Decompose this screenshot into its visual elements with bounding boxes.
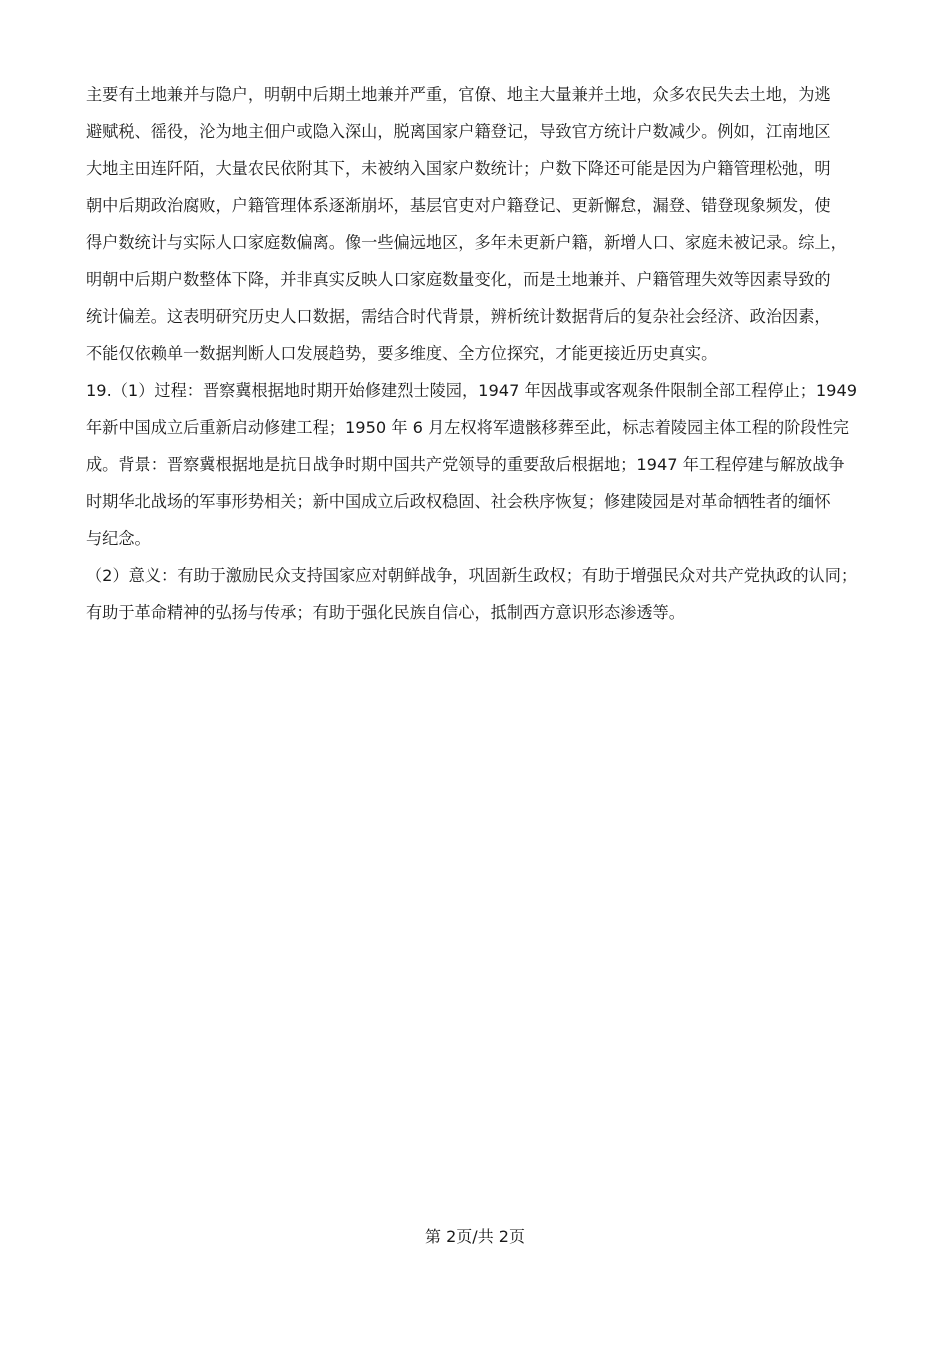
question-19-part-1: 19.（1）过程：晋察冀根据地时期开始修建烈士陵园，1947 年因战事或客观条件限制全部工程停止；1949 xyxy=(86,381,858,400)
text-line: 成。背景：晋察冀根据地是抗日战争时期中国共产党领导的重要敌后根据地；1947 年工程停建与解放战争 xyxy=(86,455,845,474)
text-line: 时期华北战场的军事形势相关；新中国成立后政权稳固、社会秩序恢复；修建陵园是对革命牺牲者的缅怀 xyxy=(86,492,831,511)
text-line: 有助于革命精神的弘扬与传承；有助于强化民族自信心，抵制西方意识形态渗透等。 xyxy=(86,603,685,622)
text-line: 得户数统计与实际人口家庭数偏离。像一些偏远地区，多年未更新户籍，新增人口、家庭未被记录。综上， xyxy=(86,233,847,252)
text-line: 统计偏差。这表明研究历史人口数据，需结合时代背景，辨析统计数据背后的复杂社会经济、政治因素， xyxy=(86,307,831,326)
text-line: 主要有土地兼并与隐户，明朝中后期土地兼并严重，官僚、地主大量兼并土地，众多农民失去土地，为逃 xyxy=(86,85,831,104)
text-line: 与纪念。 xyxy=(86,529,151,548)
text-line: 年新中国成立后重新启动修建工程；1950 年 6 月左权将军遗骸移葬至此，标志着陵园主体工程的阶段性完 xyxy=(86,418,849,437)
text-line: 朝中后期政治腐败，户籍管理体系逐渐崩坏，基层官吏对户籍登记、更新懈怠，漏登、错登现象频发，使 xyxy=(86,196,831,215)
text-line: 大地主田连阡陌，大量农民依附其下，未被纳入国家户数统计；户数下降还可能是因为户籍管理松弛，明 xyxy=(86,159,831,178)
page-number-footer: 第 2页/共 2页 xyxy=(425,1227,525,1246)
text-line: 明朝中后期户数整体下降，并非真实反映人口家庭数量变化，而是土地兼并、户籍管理失效等因素导致的 xyxy=(86,270,831,289)
answer-text-block xyxy=(86,76,864,631)
text-line: 避赋税、徭役，沦为地主佃户或隐入深山，脱离国家户籍登记，导致官方统计户数减少。例如，江南地区 xyxy=(86,122,831,141)
text-line: 不能仅依赖单一数据判断人口发展趋势，要多维度、全方位探究，才能更接近历史真实。 xyxy=(86,344,718,363)
question-19-part-2: （2）意义：有助于激励民众支持国家应对朝鲜战争，巩固新生政权；有助于增强民众对共产党执政的认同； xyxy=(86,566,858,585)
